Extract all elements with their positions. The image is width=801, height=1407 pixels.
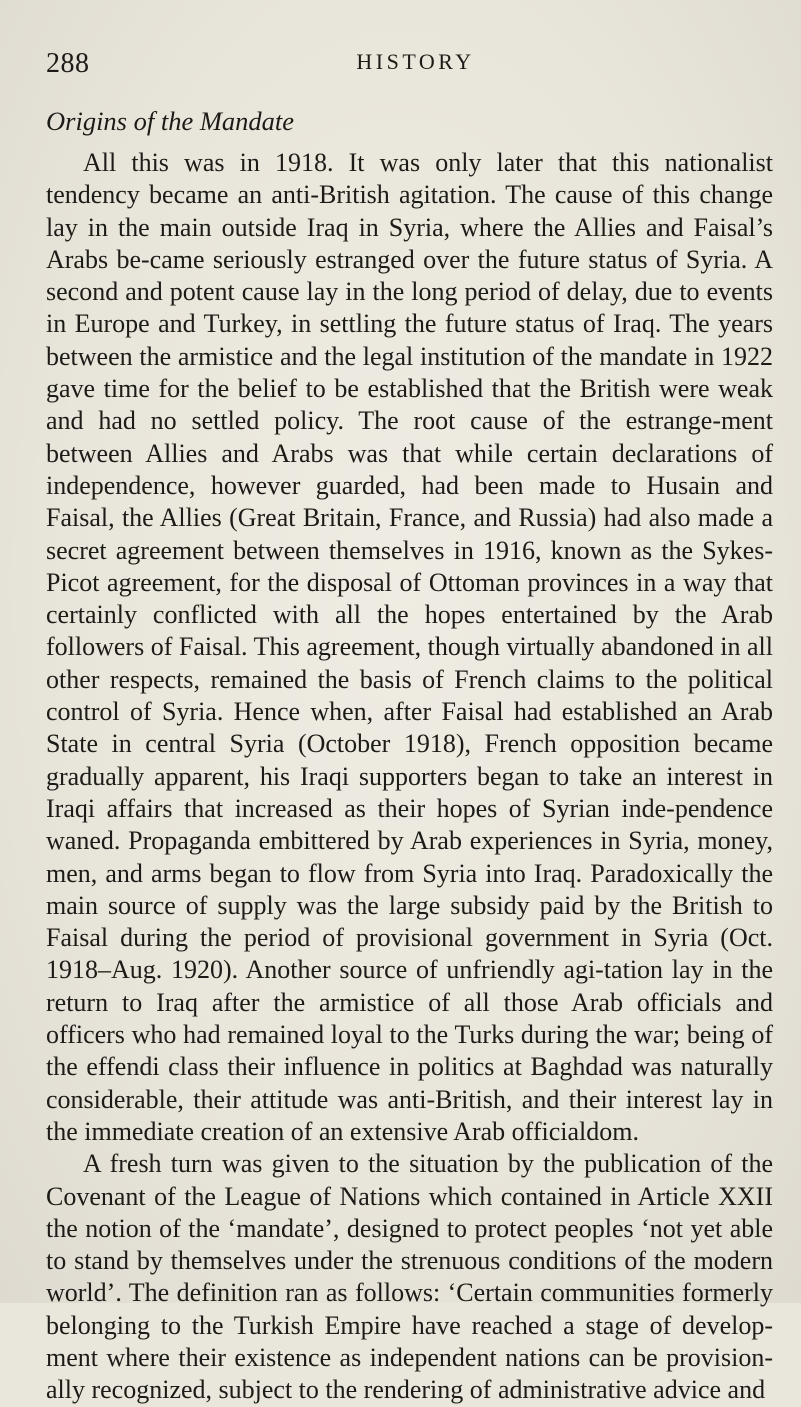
page-header bbox=[46, 48, 755, 84]
section-title: Origins of the Mandate bbox=[46, 106, 295, 136]
body-text bbox=[46, 147, 773, 1407]
paragraph-2: A fresh turn was given to the situation by the publication of the Covenant of the League of Nations which contained in Article XXII the notion of the ‘mandate’, designed to protect peoples ‘not yet able to stand by themselves under the strenuous conditions of the modern world’. The definition ran as follows: ‘Certain communities formerly belonging to the Turkish Empire have reached a stage of develop-ment where their existence as independent nations can be provision-ally recognized, subject to the rendering of administrative advice and bbox=[46, 1149, 773, 1405]
paragraph-1: All this was in 1918. It was only later that this nationalist tendency became an anti-British agitation. The cause of this change lay in the main outside Iraq in Syria, where the Allies and Faisal’s Arabs be-came seriously estranged over the future status of Syria. A second and potent cause lay in the long period of delay, due to events in Europe and Turkey, in settling the future status of Iraq. The years between the armistice and the legal institution of the mandate in 1922 gave time for the belief to be established that the British were weak and had no settled policy. The root cause of the estrange-ment between Allies and Arabs was that while certain declarations of independence, however guarded, had been made to Husain and Faisal, the Allies (Great Britain, France, and Russia) had also made a secret agreement between themselves in 1916, known as the Sykes-Picot agreement, for the disposal of Ottoman provinces in a way that certainly conflicted with all the hopes entertained by the Arab followers of Faisal. This agreement, though virtually abandoned in all other respects, remained the basis of French claims to the political control of Syria. Hence when, after Faisal had established an Arab State in central Syria (October 1918), French opposition became gradually apparent, his Iraqi supporters began to take an interest in Iraqi affairs that increased as their hopes of Syrian inde-pendence waned. Propaganda embittered by Arab experiences in Syria, money, men, and arms began to flow from Syria into Iraq. Paradoxically the main source of supply was the large subsidy paid by the British to Faisal during the period of provisional government in Syria (Oct. 1918–Aug. 1920). Another source of unfriendly agi-tation lay in the return to Iraq after the armistice of all those Arab officials and officers who had remained loyal to the Turks during the war; being of the effendi class their influence in politics at Baghdad was naturally considerable, their attitude was anti-British, and their interest lay in the immediate creation of an extensive Arab officialdom. bbox=[46, 148, 773, 1146]
page-number: 288 bbox=[46, 48, 90, 79]
running-head: HISTORY bbox=[356, 49, 475, 74]
